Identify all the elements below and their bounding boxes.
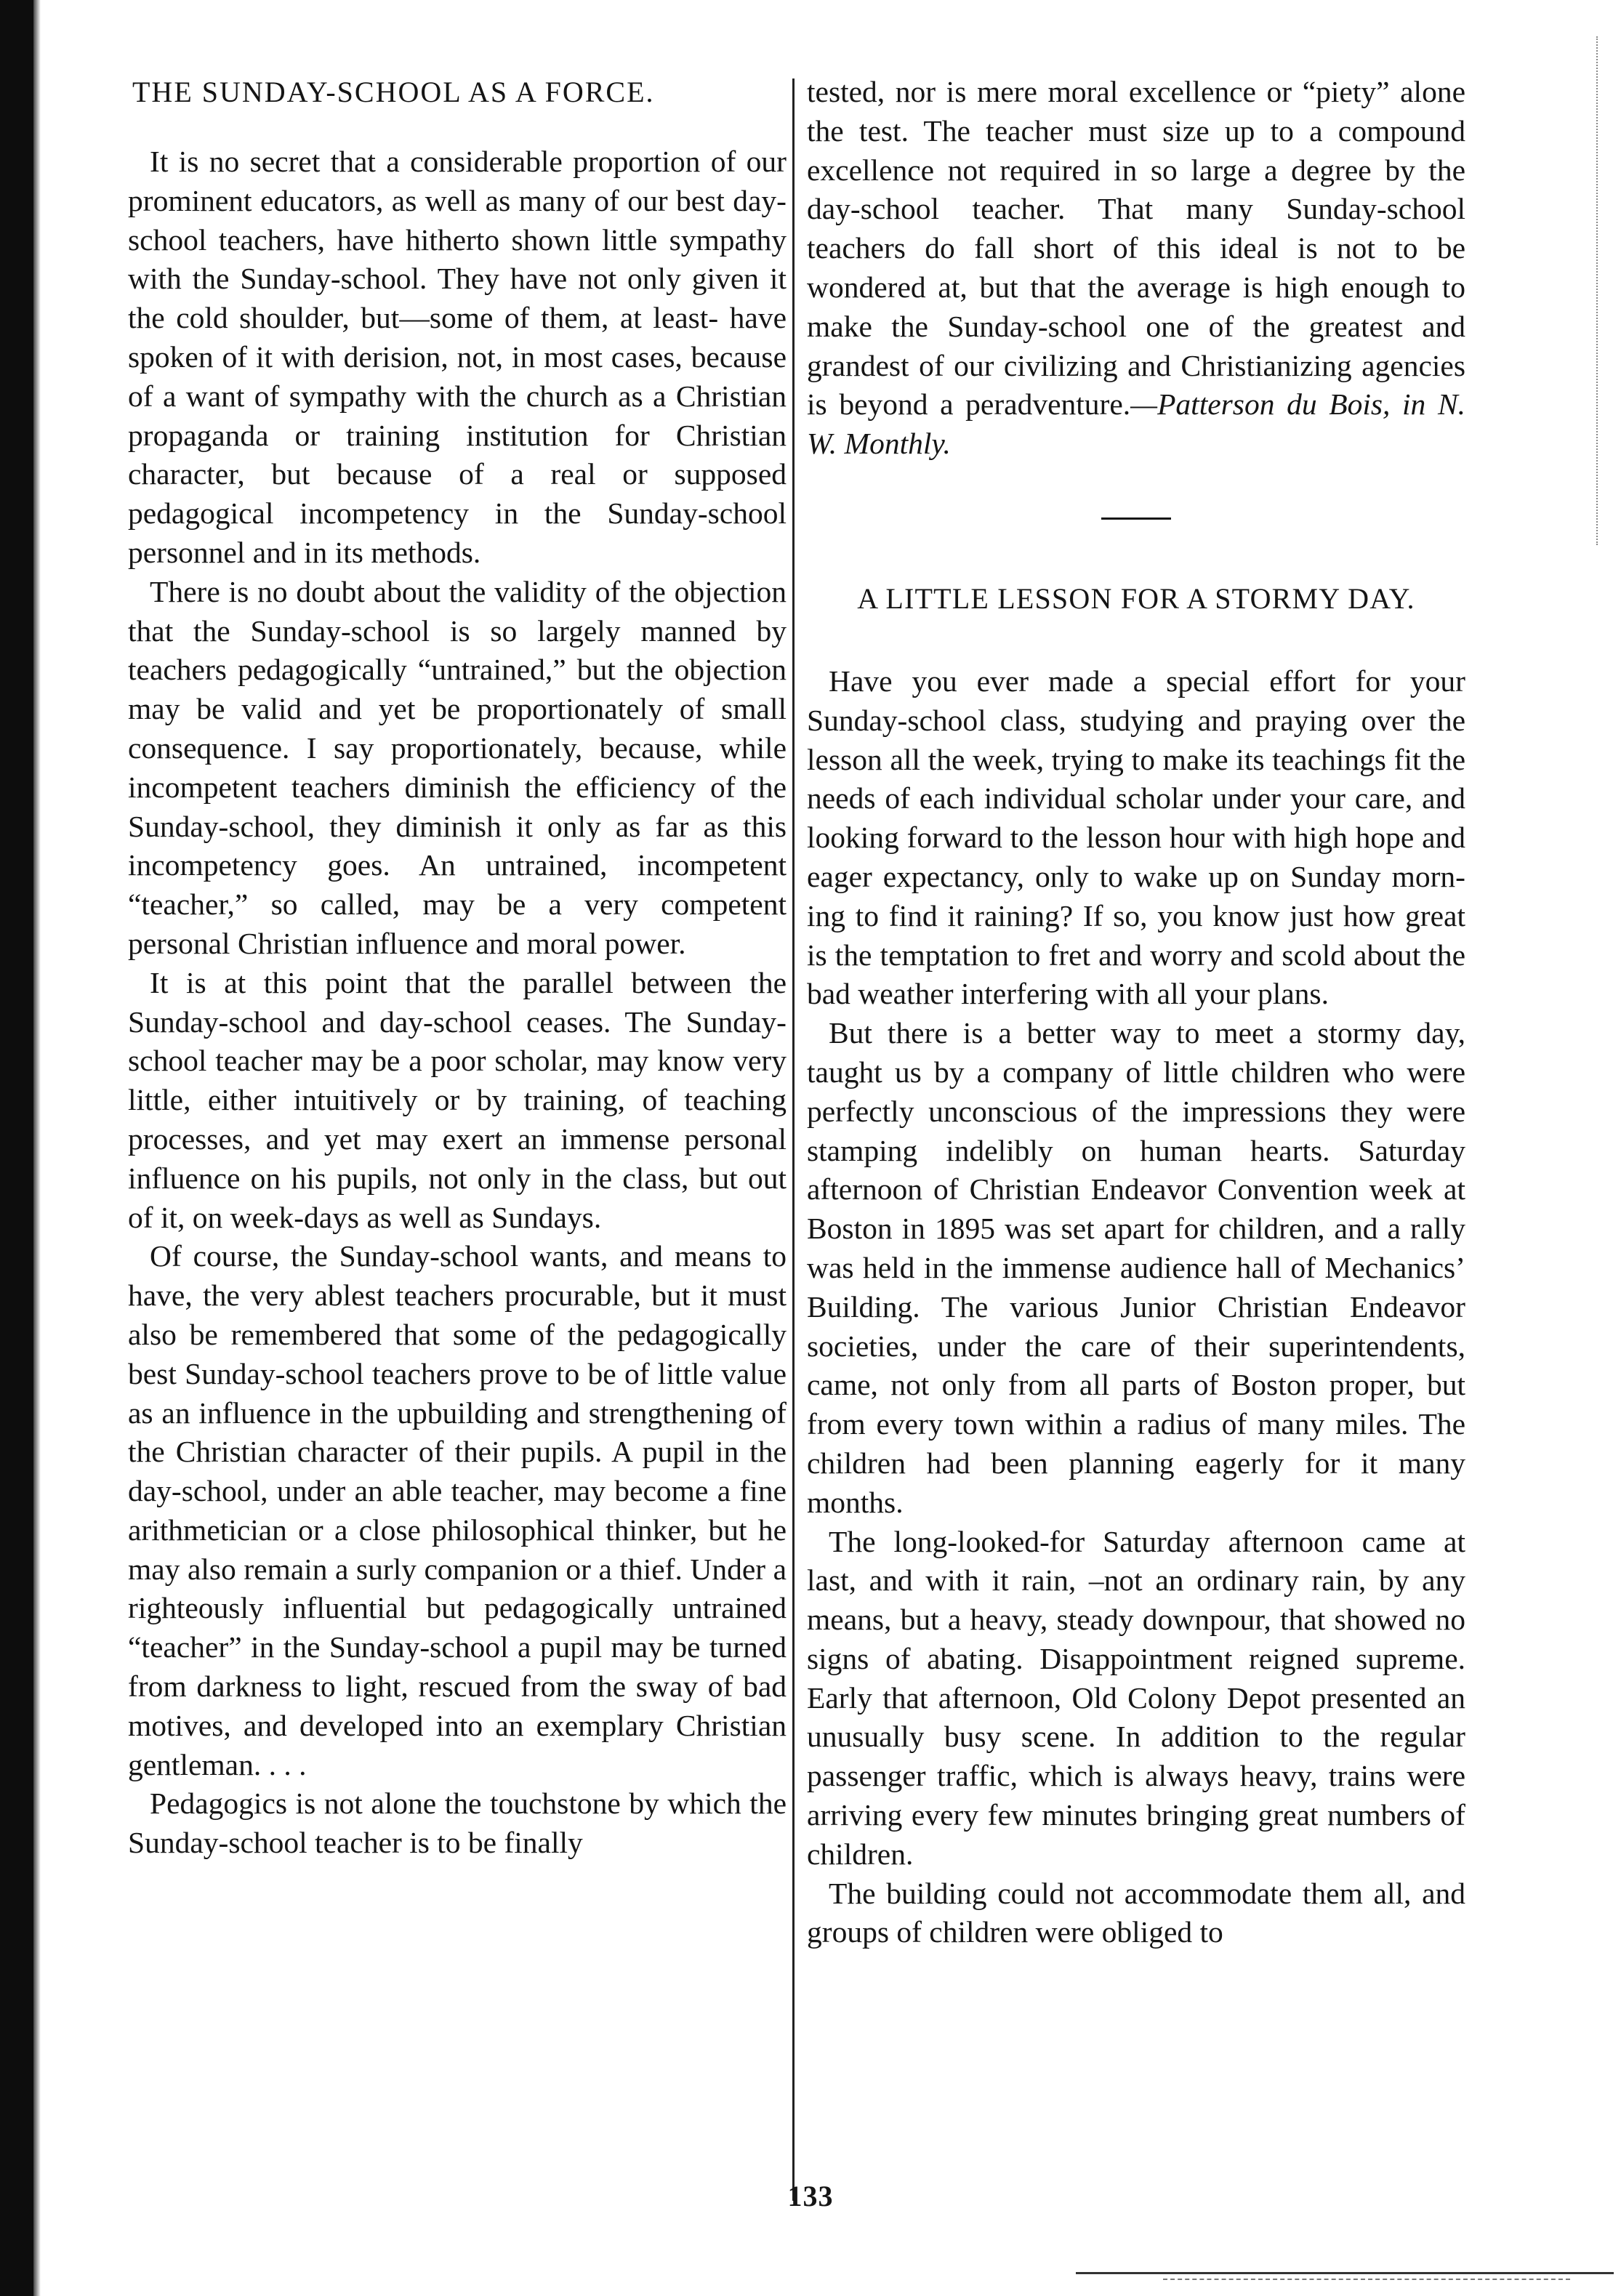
paragraph: Pedagogics is not alone the touchstone by which the Sunday-school teacher is to be finally: [128, 1787, 787, 1860]
bottom-rule: [1076, 2272, 1614, 2274]
column-divider: [792, 78, 795, 2201]
page-number: 133: [787, 2180, 834, 2212]
article-heading-sunday-school-force: THE SUNDAY-SCHOOL AS A FORCE.: [132, 76, 655, 108]
scan-binding-edge: [0, 0, 33, 2296]
paragraph: But there is a better way to meet a stormy day, taught us by a company of little children who were perfectly unconscious of the impressions they were stamping indelibly on human hearts. Saturday afternoon of Christian Endeavor Convention week at Boston in 1895 was set apart for children, and a rally was held in the immense audience hall of Mechanics’ Building. The various Junior Christian Endeavor societies, under the care of their superintendents, came, not only from all parts of Boston proper, but from every town within a radius of many miles. The children had been planning eagerly for it many months.: [807, 1016, 1465, 1519]
paragraph: It is at this point that the parallel between the Sunday-school and day-school ceases. The Sunday-school teacher may be a poor scholar, may know very little, either intuitively or by training, of teaching processes, and yet may exert an immense personal influence on his pupils, not only in the class, but out of it, on week-days as well as Sundays.: [128, 965, 787, 1234]
attribution: —Patterson du Bois, in N. W. Monthly.: [807, 387, 1465, 461]
paragraph-continuation: [807, 73, 1465, 464]
paragraph: The building could not accommodate them all, and groups of children were obliged to: [807, 1876, 1465, 1949]
left-column: [128, 73, 787, 1863]
paragraph: The long-looked-for Saturday afternoon came at last, and with it rain, –not an ordinary rain, by any means, but a heavy, steady downpour, that showed no signs of abating. Disappointment reigned supreme. Early that afternoon, Old Colony Depot presented an unusually busy scene. In addition to the regular passenger traffic, which is always heavy, trains were arriving every few minutes bringing great numbers of children.: [807, 1524, 1465, 1871]
continuation-text: tested, nor is mere moral excellence or “piety” alone the test. The teacher must size up to a compound excellence not required in so large a degree by the day-school teacher. That many Sunday-school teachers do fall short of this ideal is not to be wondered at, but that the average is high enough to make the Sunday-school one of the greatest and grandest of our civilizing and Christianizing agencies is beyond a peradventure.: [807, 75, 1465, 422]
paragraph: There is no doubt about the validity of the objection that the Sunday-school is so largely manned by teachers pedagogically “untrained,” but the objection may be valid and yet be proportionately of small consequence. I say proportionately, because, while incompetent teachers diminish the efficiency of the Sunday-school, they diminish it only as far as this incompetency goes. An untrained, incompetent “teacher,” so called, may be a very competent personal Christian influence and moral power.: [128, 574, 787, 960]
paragraph: It is no secret that a considerable proportion of our prominent educators, as well as many of our best day-school teachers, have hitherto shown little sympathy with the Sunday-school. They have not only given it the cold shoulder, but—some of them, at least- have spoken of it with derision, not, in most cases, because of a want of sympathy with the church as a Christian propaganda or training institution for Christian character, but because of a real or supposed pedagogical incompetency in the Sunday-school personnel and in its methods.: [128, 145, 787, 569]
right-column: [807, 73, 1465, 1952]
article-heading-stormy-day: A LITTLE LESSON FOR A STORMY DAY.: [857, 581, 1415, 615]
paragraph: Of course, the Sunday-school wants, and means to have, the very ablest teachers procurable, but it must also be remembered that some of the pedagogically best Sunday-school teachers prove to be of little value as an influence in the upbuilding and strengthening of the Christian character of their pupils. A pupil in the day-school, under an able teacher, may become a fine arithmetician or a close philosophical thinker, but he may also remain a surly companion or a thief. Under a righteously influential but pedagogically untrained “teacher” in the Sunday-school a pupil may be turned from darkness to light, rescued from the sway of bad motives, and developed into an exemplary Christian gentleman. . . .: [128, 1239, 787, 1781]
scan-edge-marks: [1596, 36, 1612, 545]
section-divider: [1101, 517, 1171, 520]
paragraph: Have you ever made a special effort for your Sunday-school class, studying and praying over the lesson all the week, trying to make its teachings fit the needs of each individual scholar under your care, and looking forward to the lesson hour with high hope and eager expectancy, only to wake up on Sunday morning to find it raining? If so, you know just how great is the temptation to fret and worry and scold about the bad weather interfering with all your plans.: [807, 664, 1465, 1011]
